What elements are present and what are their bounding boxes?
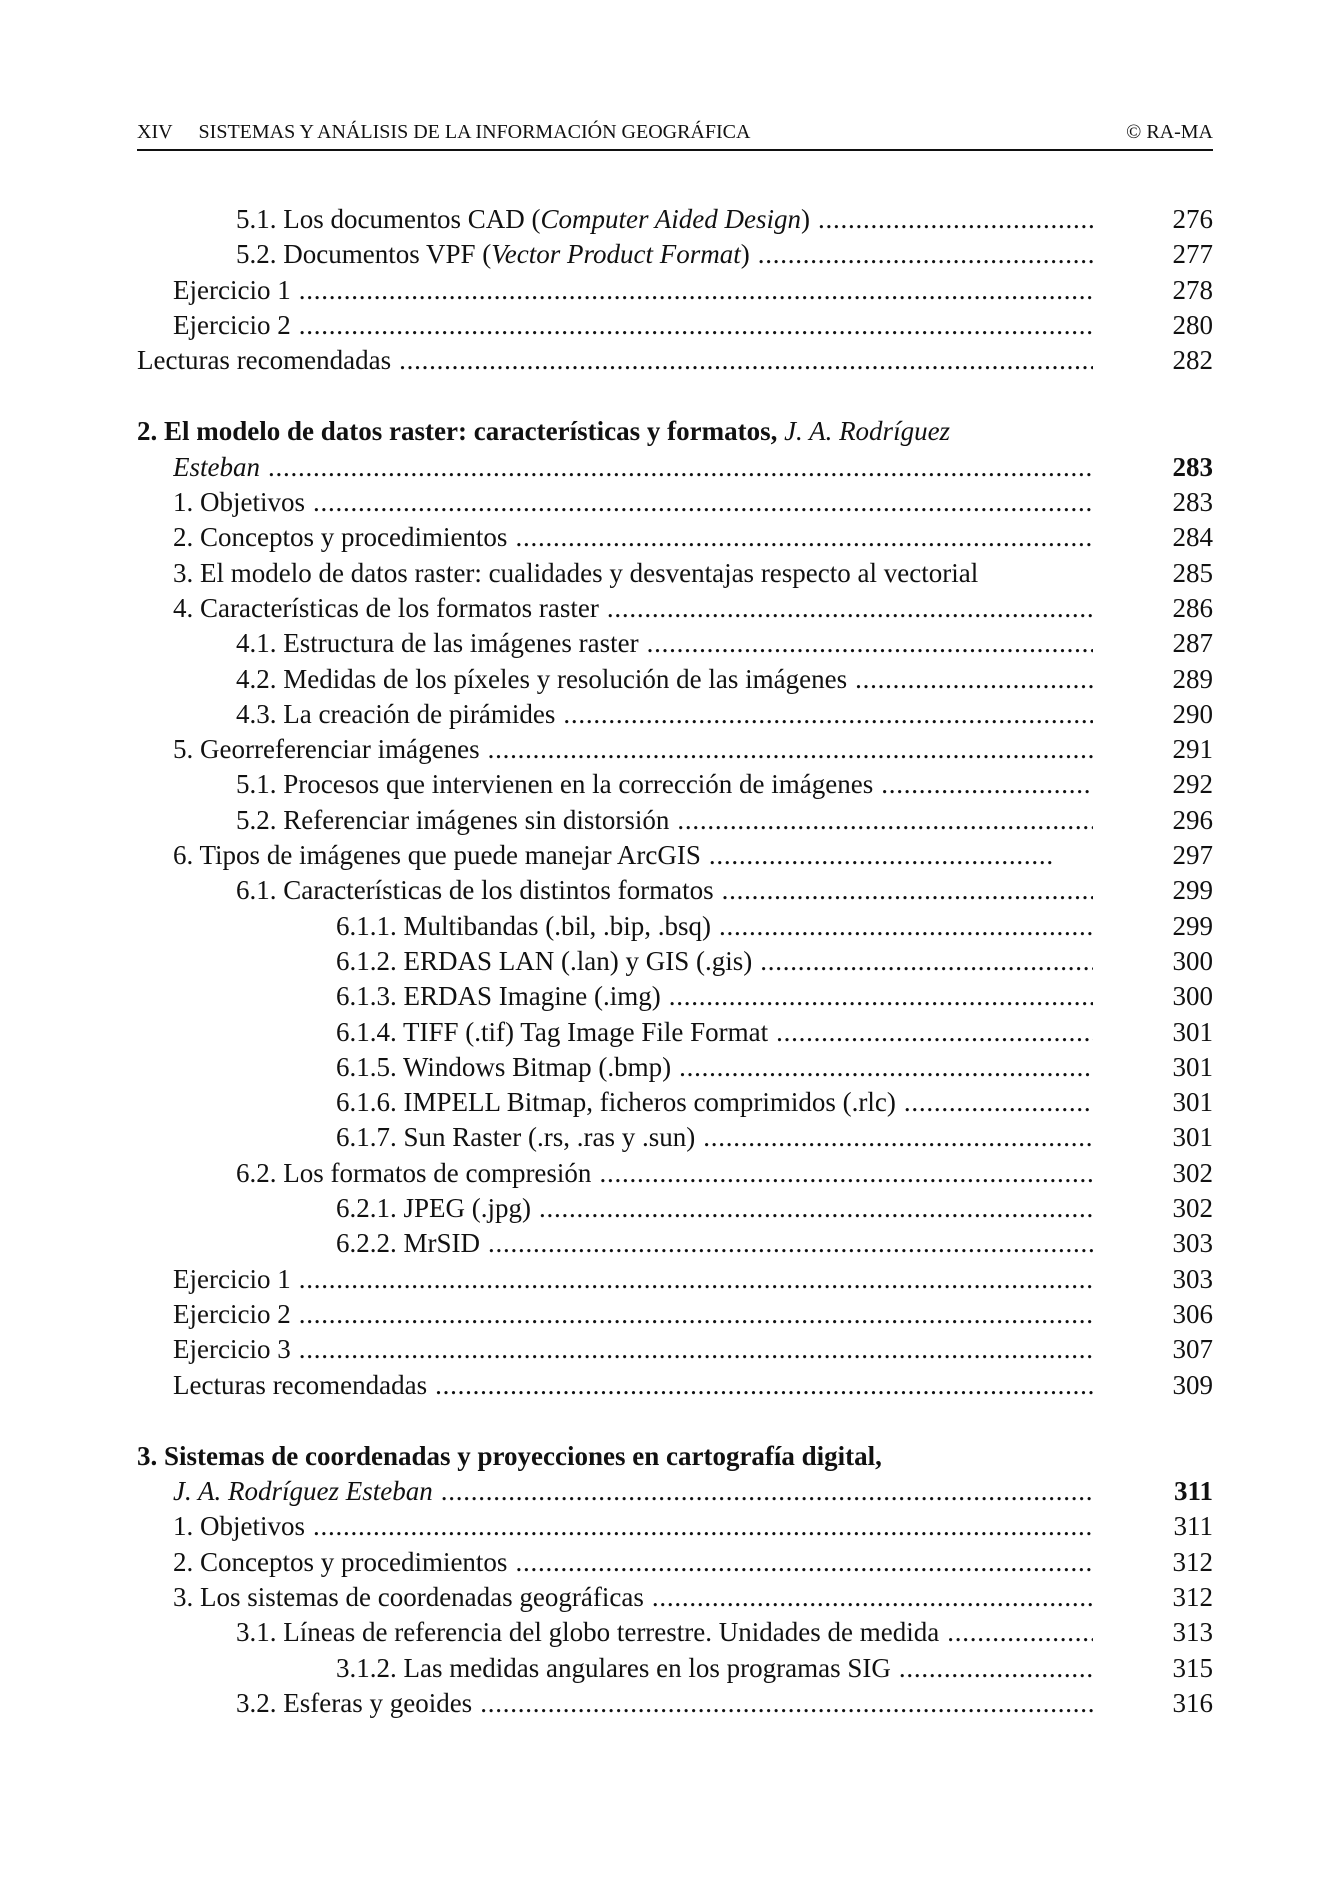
toc-entry-text: 4.2. Medidas de los píxeles y resolución de las imágenes <box>236 663 848 694</box>
toc-page-number: 313 <box>1172 1617 1213 1648</box>
dot-leader <box>679 1050 1093 1085</box>
toc-entry-text: 5.1. Los documentos CAD (Computer Aided Design) <box>236 204 810 234</box>
dot-leader <box>947 1615 1093 1650</box>
dot-leader <box>760 944 1093 979</box>
toc-page-number: 315 <box>1172 1652 1213 1683</box>
toc-entry-text: 3.1.2. Las medidas angulares en los programas SIG <box>336 1652 891 1683</box>
toc-page-number: 296 <box>1172 804 1213 835</box>
dot-leader <box>703 1120 1093 1155</box>
dot-leader <box>299 308 1093 343</box>
toc-entry <box>137 1262 1213 1297</box>
toc-page-number: 303 <box>1172 1228 1213 1259</box>
toc-page-number: 301 <box>1172 1051 1213 1082</box>
chapter-heading-cont <box>137 1474 1213 1509</box>
toc-entry <box>137 1120 1213 1155</box>
toc-entry-text: 5.2. Referenciar imágenes sin distorsión <box>236 804 670 835</box>
toc-entry <box>137 1015 1213 1050</box>
dot-leader <box>647 626 1093 661</box>
toc-page-number: 287 <box>1172 628 1213 659</box>
toc-entry-text: 3.1. Líneas de referencia del globo terrestre. Unidades de medida <box>236 1617 940 1648</box>
toc-page-number: 292 <box>1172 769 1213 800</box>
dot-leader <box>607 591 1093 626</box>
toc-entry <box>137 1332 1213 1367</box>
toc-entry <box>137 1509 1213 1544</box>
chapter-title: 3. Sistemas de coordenadas y proyecciones en cartografía digital, <box>137 1440 882 1471</box>
toc-page-number: 278 <box>1172 274 1213 305</box>
toc-page-number: 286 <box>1172 592 1213 623</box>
chapter-page-number: 283 <box>1172 451 1213 482</box>
dot-leader <box>539 1191 1093 1226</box>
toc-entry <box>137 1050 1213 1085</box>
header-left <box>137 115 750 149</box>
dot-leader <box>904 1085 1093 1120</box>
dot-leader <box>776 1015 1093 1050</box>
toc-page-number: 302 <box>1172 1157 1213 1188</box>
toc-entry <box>137 732 1213 767</box>
toc-page-number: 291 <box>1172 734 1213 765</box>
toc-entry-text: Ejercicio 2 <box>173 1298 291 1329</box>
toc-entry <box>137 485 1213 520</box>
toc-entry <box>137 556 1213 591</box>
toc-entry-text: Lecturas recomendadas <box>173 1369 428 1400</box>
toc-entry-text: 5.2. Documentos VPF (Vector Product Format) <box>236 239 750 270</box>
toc-entry <box>137 308 1213 343</box>
chapter-title: 2. El modelo de datos raster: características y formatos, J. A. Rodríguez <box>137 416 951 447</box>
toc-entry-text: 6. Tipos de imágenes que puede manejar ArcGIS <box>173 840 701 871</box>
toc-entry <box>137 1580 1213 1615</box>
dot-leader <box>719 909 1093 944</box>
dot-leader <box>722 873 1093 908</box>
toc-entry <box>137 873 1213 908</box>
toc-entry-text: 6.1. Características de los distintos formatos <box>236 875 714 906</box>
toc-page-number: 299 <box>1172 910 1213 941</box>
toc-entry-text: 3.2. Esferas y geoides <box>236 1687 473 1718</box>
dot-leader <box>313 485 1093 520</box>
toc-page-number: 316 <box>1172 1687 1213 1718</box>
toc-page-number: 306 <box>1172 1298 1213 1329</box>
dot-leader <box>399 343 1093 378</box>
toc-page-number: 282 <box>1172 345 1213 376</box>
toc-page-number: 300 <box>1172 945 1213 976</box>
toc-page-number: 301 <box>1172 1122 1213 1153</box>
chapter-author: J. A. Rodríguez Esteban <box>173 1476 433 1507</box>
dot-leader <box>515 1545 1093 1580</box>
toc-page-number: 312 <box>1172 1581 1213 1612</box>
toc-entry-text: 6.1.6. IMPELL Bitmap, ficheros comprimidos (.rlc) <box>336 1087 896 1118</box>
toc-entry <box>137 626 1213 661</box>
toc-entry-text: 2. Conceptos y procedimientos <box>173 522 508 553</box>
toc-entry-text: 6.1.3. ERDAS Imagine (.img) <box>336 981 661 1012</box>
toc-page-number: 283 <box>1172 487 1213 518</box>
toc-page-number: 311 <box>1173 1511 1213 1542</box>
toc-page-number: 285 <box>1172 557 1213 588</box>
toc-entry <box>137 662 1213 697</box>
toc-page-number: 301 <box>1172 1087 1213 1118</box>
toc-entry <box>137 1191 1213 1226</box>
toc-entry <box>137 944 1213 979</box>
toc-entry <box>137 1156 1213 1191</box>
chapter-page-number: 311 <box>1173 1476 1213 1507</box>
toc-page-number: 301 <box>1172 1016 1213 1047</box>
toc-page-number: 302 <box>1172 1193 1213 1224</box>
toc-page-number: 289 <box>1172 663 1213 694</box>
toc-entry-text: 4.3. La creación de pirámides <box>236 698 556 729</box>
toc-entry <box>137 1085 1213 1120</box>
toc-entry-text: 2. Conceptos y procedimientos <box>173 1546 508 1577</box>
toc-entry <box>137 803 1213 838</box>
dot-leader <box>313 1509 1093 1544</box>
toc-page-number: 290 <box>1172 698 1213 729</box>
chapter-heading <box>137 414 1213 449</box>
toc-entry <box>137 838 1213 873</box>
toc-page-number: 312 <box>1172 1546 1213 1577</box>
toc-page-number: 299 <box>1172 875 1213 906</box>
toc-entry-text: 3. Los sistemas de coordenadas geográficas <box>173 1581 644 1612</box>
toc-entry-text: 4.1. Estructura de las imágenes raster <box>236 628 639 659</box>
toc-page-number: 280 <box>1172 309 1213 340</box>
dot-leader <box>480 1686 1093 1721</box>
toc-entry <box>137 202 1213 237</box>
chapter-author: Esteban <box>173 451 260 482</box>
toc-entry-text: Ejercicio 1 <box>173 274 291 305</box>
dot-leader <box>441 1474 1093 1509</box>
dot-leader <box>709 838 1055 873</box>
toc-entry <box>137 1545 1213 1580</box>
toc-page-number: 303 <box>1172 1263 1213 1294</box>
dot-leader <box>488 732 1093 767</box>
publisher: © RA-MA <box>1126 121 1213 143</box>
dot-leader <box>299 1332 1093 1367</box>
toc-entry-text: Lecturas recomendadas <box>137 345 392 376</box>
toc-entry <box>137 909 1213 944</box>
book-title: SISTEMAS Y ANÁLISIS DE LA INFORMACIÓN GEOGRÁFICA <box>198 121 751 143</box>
toc-entry <box>137 1615 1213 1650</box>
dot-leader <box>881 767 1093 802</box>
toc-entry-text: 6.1.5. Windows Bitmap (.bmp) <box>336 1051 672 1082</box>
dot-leader <box>899 1651 1093 1686</box>
toc-entry <box>137 1297 1213 1332</box>
dot-leader <box>268 450 1093 485</box>
toc-entry-text: 6.1.2. ERDAS LAN (.lan) y GIS (.gis) <box>336 945 753 976</box>
dot-leader <box>563 697 1093 732</box>
toc-entry-text: 5. Georreferenciar imágenes <box>173 734 480 765</box>
toc-entry <box>137 520 1213 555</box>
dot-leader <box>599 1156 1093 1191</box>
dot-leader <box>488 1226 1093 1261</box>
toc-entry-text: 1. Objetivos <box>173 1511 305 1542</box>
dot-leader <box>677 803 1093 838</box>
toc-entry-text: 6.1.4. TIFF (.tif) Tag Image File Format <box>336 1016 769 1047</box>
toc-entry <box>137 1226 1213 1261</box>
toc-entry <box>137 591 1213 626</box>
dot-leader <box>652 1580 1093 1615</box>
toc-entry <box>137 1686 1213 1721</box>
toc-entry <box>137 979 1213 1014</box>
toc-page-number: 309 <box>1172 1369 1213 1400</box>
dot-leader <box>299 273 1093 308</box>
toc-entry <box>137 1651 1213 1686</box>
toc-page-number: 300 <box>1172 981 1213 1012</box>
toc-entry-text: Ejercicio 2 <box>173 309 291 340</box>
table-of-contents <box>137 202 1213 1721</box>
toc-entry <box>137 1368 1213 1403</box>
toc-entry-text: 6.2.1. JPEG (.jpg) <box>336 1193 531 1224</box>
dot-leader <box>299 1262 1093 1297</box>
toc-entry <box>137 767 1213 802</box>
toc-entry-text: 4. Características de los formatos raster <box>173 592 599 623</box>
toc-entry-text: 1. Objetivos <box>173 487 305 518</box>
dot-leader <box>818 202 1093 237</box>
toc-entry-text: 6.1.1. Multibandas (.bil, .bip, .bsq) <box>336 910 711 941</box>
toc-entry-text: 6.2. Los formatos de compresión <box>236 1157 592 1188</box>
toc-entry <box>137 697 1213 732</box>
toc-entry-text: Ejercicio 1 <box>173 1263 291 1294</box>
toc-page-number: 307 <box>1172 1334 1213 1365</box>
chapter-heading <box>137 1439 1213 1474</box>
dot-leader <box>758 237 1093 272</box>
toc-entry <box>137 273 1213 308</box>
toc-entry-text: 6.1.7. Sun Raster (.rs, .ras y .sun) <box>336 1122 696 1153</box>
dot-leader <box>299 1297 1093 1332</box>
dot-leader <box>855 662 1093 697</box>
toc-page-number: 297 <box>1172 840 1213 871</box>
toc-page-number: 277 <box>1172 239 1213 270</box>
toc-entry-text: 5.1. Procesos que intervienen en la corrección de imágenes <box>236 769 874 800</box>
toc-entry <box>137 237 1213 272</box>
running-header <box>137 115 1213 151</box>
toc-entry-text: 3. El modelo de datos raster: cualidades y desventajas respecto al vectorial <box>173 557 979 588</box>
dot-leader <box>669 979 1093 1014</box>
toc-page-number: 284 <box>1172 522 1213 553</box>
dot-leader <box>435 1368 1093 1403</box>
page-number: XIV <box>137 121 173 143</box>
toc-entry-text: Ejercicio 3 <box>173 1334 291 1365</box>
toc-entry <box>137 343 1213 378</box>
chapter-heading-cont <box>137 450 1213 485</box>
toc-entry-text: 6.2.2. MrSID <box>336 1228 481 1259</box>
dot-leader <box>515 520 1093 555</box>
toc-page-number: 276 <box>1172 204 1213 234</box>
